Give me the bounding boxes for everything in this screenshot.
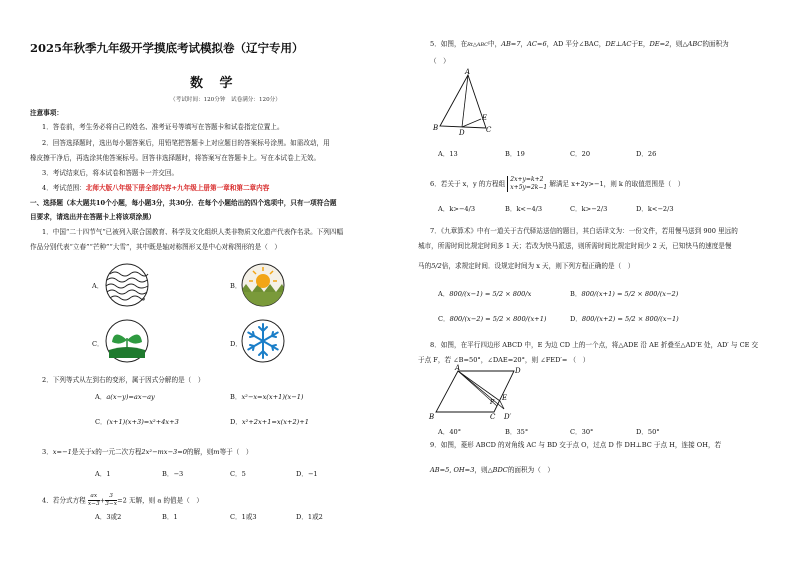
- q9-given: AB=5, OH=3: [430, 466, 475, 474]
- q2-option-a-expr: a(x−y)=ax−ay: [106, 393, 155, 401]
- q3-var-m: m: [213, 448, 220, 456]
- q7-option-d-expr: 800/(x+2) = 5/2 × 800/(x−1): [581, 315, 679, 323]
- q8-parallelogram-figure: [428, 364, 528, 422]
- q6-option-b: B．k<−4/3: [505, 205, 543, 213]
- page-title: 2025年秋季九年级开学摸底考试模拟卷（辽宁专用）: [30, 41, 304, 55]
- q3-option-c: C．5: [230, 470, 246, 478]
- q8-option-b: B．35°: [505, 428, 529, 436]
- q7-line2: 城市，所需时间比规定时间多 1 天；若改为快马派送，则所需时间比规定时间少 2 天，已知快马的速度是慢: [418, 242, 732, 250]
- q9-triangle: △BDC: [487, 466, 508, 474]
- subject-title: 数 学: [190, 76, 239, 91]
- q2-option-a: A．a(x−y)=ax−ay: [95, 393, 155, 401]
- q1-option-c-label: C．: [92, 340, 104, 348]
- q3-text-3: 的解，则: [186, 448, 214, 456]
- q7-option-a-expr: 800/(x−1) = 5/2 × 800/x: [449, 290, 532, 298]
- q7-option-d: D．800/(x+2) = 5/2 × 800/(x−1): [570, 315, 679, 323]
- q8-option-d: D．50°: [636, 428, 660, 436]
- q7-line3: [418, 262, 634, 271]
- note-line-4: [42, 184, 269, 193]
- q8-fig-label-c: C: [490, 413, 496, 421]
- q1-option-d-snowflake-icon: [240, 318, 286, 364]
- q5-text-5: ，则: [669, 40, 683, 48]
- q7-option-b: B．800/(x+1) = 5/2 × 800/(x−2): [570, 290, 679, 298]
- q3-root: x=−1: [52, 448, 72, 456]
- q7-option-b-expr: 800/(x+1) = 5/2 × 800/(x−2): [581, 290, 679, 298]
- q3-text-2: 的一元二次方程: [95, 448, 142, 456]
- q9-line2: [430, 466, 554, 475]
- q4-frac1-num: ax: [88, 493, 100, 501]
- q7-option-c-expr: 800/(x−2) = 5/2 × 800/(x+1): [449, 315, 547, 323]
- q4-fraction-2: [105, 493, 117, 508]
- q5-paren: （ ）: [430, 57, 450, 65]
- q6-eq-2: x+5y=2k−1: [510, 184, 548, 191]
- q1-option-a-label: A．: [92, 282, 104, 290]
- q6-option-a: A．k>−4/3: [438, 205, 476, 213]
- exam-scope: 北师大版八年级下册全部内容+九年级上册第一章和第二章内容: [85, 184, 270, 192]
- q4-option-a: A．3或2: [95, 513, 122, 521]
- q1-line2: 作品分别代表“立春”“芒种”“大雪”，其中既是轴对称图形又是中心对称图形的是（ ）: [30, 243, 282, 251]
- q4-option-b: B．1: [162, 513, 178, 521]
- q2-option-c: C．(x+1)(x+3)=x²+4x+3: [95, 418, 179, 426]
- q5-text-4: 于E，: [631, 40, 650, 48]
- q5-triangle-figure: [430, 66, 500, 138]
- q3-num: 3．: [42, 448, 53, 456]
- note-line-1: 1．答卷前，考生务必将自己的姓名、准考证号等填写在答题卡和试卷指定位置上。: [42, 123, 284, 131]
- q5-fig-label-e: E: [482, 114, 488, 122]
- q5-comma-1: ，: [520, 40, 528, 48]
- q5-text-1: 5．如图，在: [430, 40, 468, 48]
- q5-option-a: A．13: [438, 150, 458, 158]
- q6-stem: [430, 176, 684, 192]
- q7-line1: 7．《九章算术》中有一道关于古代驿站送信的题目，其白话译文为：一份文件，若用慢马送到 900 里远的: [430, 227, 738, 235]
- q7-text-b: 倍，求规定时间．设规定时间为 x 天，则下列方程正确的是（ ）: [441, 262, 635, 270]
- q8-fig-label-f: F: [490, 399, 495, 406]
- q6-option-d: D．k<−2/3: [636, 205, 674, 213]
- q3-stem: [42, 448, 253, 457]
- q5-de: DE=2: [649, 40, 670, 48]
- q9-line1: 9．如图，菱形 ABCD 的对角线 AC 与 BD 交于点 O，过点 D 作 DH⊥BC 于点 H，连接 OH，若: [430, 441, 722, 449]
- q5-ac: AC=6: [527, 40, 547, 48]
- q8-fig-label-b: B: [429, 413, 435, 421]
- q5-ab: AB=7: [501, 40, 521, 48]
- q5-fig-label-d: D: [459, 129, 465, 137]
- q4-option-c: C．1或3: [230, 513, 257, 521]
- q5-perp: DE⊥AC: [605, 40, 632, 48]
- q4-text-1: 4．若分式方程: [42, 496, 86, 505]
- q5-text-6: 的面积为: [702, 40, 729, 48]
- q2-option-c-expr: (x+1)(x+3)=x²+4x+3: [106, 418, 179, 426]
- q1-line1: 1．中国“二十四节气”已被列入联合国教育、科学及文化组织人类非物质文化遗产代表作名录。下列四幅: [42, 228, 344, 236]
- q3-var-x: x: [91, 448, 96, 456]
- q5-fig-label-c: C: [486, 126, 492, 134]
- section1-line1: 一、选择题（本大题共10个小题，每小题3分，共30分．在每个小题给出的四个选项中，只有一项符合题: [30, 199, 337, 207]
- q1-option-b-sun-icon: [240, 262, 286, 308]
- q7-option-a: A．800/(x−1) = 5/2 × 800/x: [438, 290, 532, 298]
- q2-option-b-expr: x²−x=x(x+1)(x−1): [241, 393, 304, 401]
- q6-system: [507, 176, 547, 192]
- q6-text-1: 6．若关于 x，y 的方程组: [430, 180, 506, 188]
- note-line-2: 2．回答选择题时，选出每小题答案后，用铅笔把答题卡上对应题目的答案标号涂黑。如需改动，用: [42, 139, 330, 147]
- q3-option-d: D．−1: [296, 470, 318, 478]
- q4-plus: +: [99, 496, 106, 505]
- q9-text-2: 的面积为（ ）: [507, 466, 554, 474]
- q5-abc: △ABC: [682, 40, 703, 48]
- q3-option-a: A．1: [95, 470, 111, 478]
- q7-fraction: 5/2: [431, 262, 442, 270]
- note-line-3: 3．考试结束后，将本试卷和答题卡一并交回。: [42, 169, 179, 177]
- q4-stem: [42, 493, 203, 508]
- note-line-4-label: 4．考试范围：: [42, 184, 86, 192]
- exam-info: （考试时间：120分钟 试卷满分：120分）: [170, 97, 281, 103]
- q2-option-b: B．x²−x=x(x+1)(x−1): [230, 393, 304, 401]
- q2-stem: 2．下列等式从左到右的变形，属于因式分解的是（ ）: [42, 376, 205, 384]
- q5-option-d: D．26: [636, 150, 657, 158]
- q6-option-c: C．k>−2/3: [570, 205, 608, 213]
- q2-option-d-expr: x²+2x+1=x(x+2)+1: [241, 418, 309, 426]
- q8-option-c: C．30°: [570, 428, 594, 436]
- notes-heading: 注意事项：: [30, 109, 63, 117]
- q4-fraction-1: [88, 493, 100, 508]
- q4-option-d: D．1或2: [296, 513, 323, 521]
- q6-text-2: 解满足 x+2y>−1，则 k 的取值范围是（ ）: [549, 180, 685, 188]
- q1-option-a-wave-icon: [104, 262, 150, 308]
- q9-text-1: ，则: [474, 466, 488, 474]
- q5-fig-label-b: B: [433, 124, 439, 132]
- q5-triangle: Rt△ABC: [467, 42, 488, 48]
- q5-stem: [430, 40, 729, 50]
- q8-fig-label-d: D: [515, 367, 521, 375]
- q4-frac2-den: 3−x: [105, 501, 118, 507]
- q3-text-1: 是关于: [71, 448, 92, 456]
- q7-text-a: 马的: [418, 262, 432, 270]
- q8-fig-label-a: A: [455, 364, 461, 372]
- q1-option-d-label: D．: [230, 340, 242, 348]
- q5-fig-label-a: A: [465, 68, 471, 76]
- q8-line2: 于点 F，若 ∠B=50°，∠DAE=20°，则 ∠FED′= （ ）: [418, 356, 590, 364]
- q3-equation: 2x²−mx−3=0: [141, 448, 187, 456]
- section1-line2: 目要求，请选出并在答题卡上将该项涂黑）: [30, 213, 156, 221]
- q8-fig-label-dprime: D′: [504, 413, 512, 421]
- q3-option-b: B．−3: [162, 470, 184, 478]
- q8-option-a: A．40°: [438, 428, 462, 436]
- q4-text-2: =2 无解，则 a 的值是（ ）: [117, 496, 203, 505]
- q5-text-3: ，AD 平分∠BAC，: [546, 40, 606, 48]
- q3-text-4: 等于（ ）: [219, 448, 253, 456]
- q4-frac1-den: x−3: [87, 501, 100, 507]
- q5-option-c: C．20: [570, 150, 591, 158]
- q8-line1: 8．如图，在平行四边形 ABCD 中，E 为边 CD 上的一个点，将△ADE 沿 AE 折叠至△AD′E 处，AD′ 与 CE 交: [430, 341, 759, 349]
- q5-option-b: B．19: [505, 150, 525, 158]
- q1-option-b-label: B．: [230, 282, 242, 290]
- q2-option-d: D．x²+2x+1=x(x+2)+1: [230, 418, 309, 426]
- q5-text-2: 中，: [488, 40, 502, 48]
- note-line-2b: 橡皮擦干净后，再选涂其他答案标号。回答非选择题时，将答案写在答题卡上。写在本试卷上无效。: [30, 154, 321, 162]
- q8-fig-label-e: E: [502, 394, 508, 402]
- q7-option-c: C．800/(x−2) = 5/2 × 800/(x+1): [438, 315, 547, 323]
- q6-eq-1: 2x+y=k+2: [510, 176, 544, 183]
- q4-frac2-num: 3: [105, 493, 117, 501]
- q1-option-c-sprout-icon: [104, 318, 150, 364]
